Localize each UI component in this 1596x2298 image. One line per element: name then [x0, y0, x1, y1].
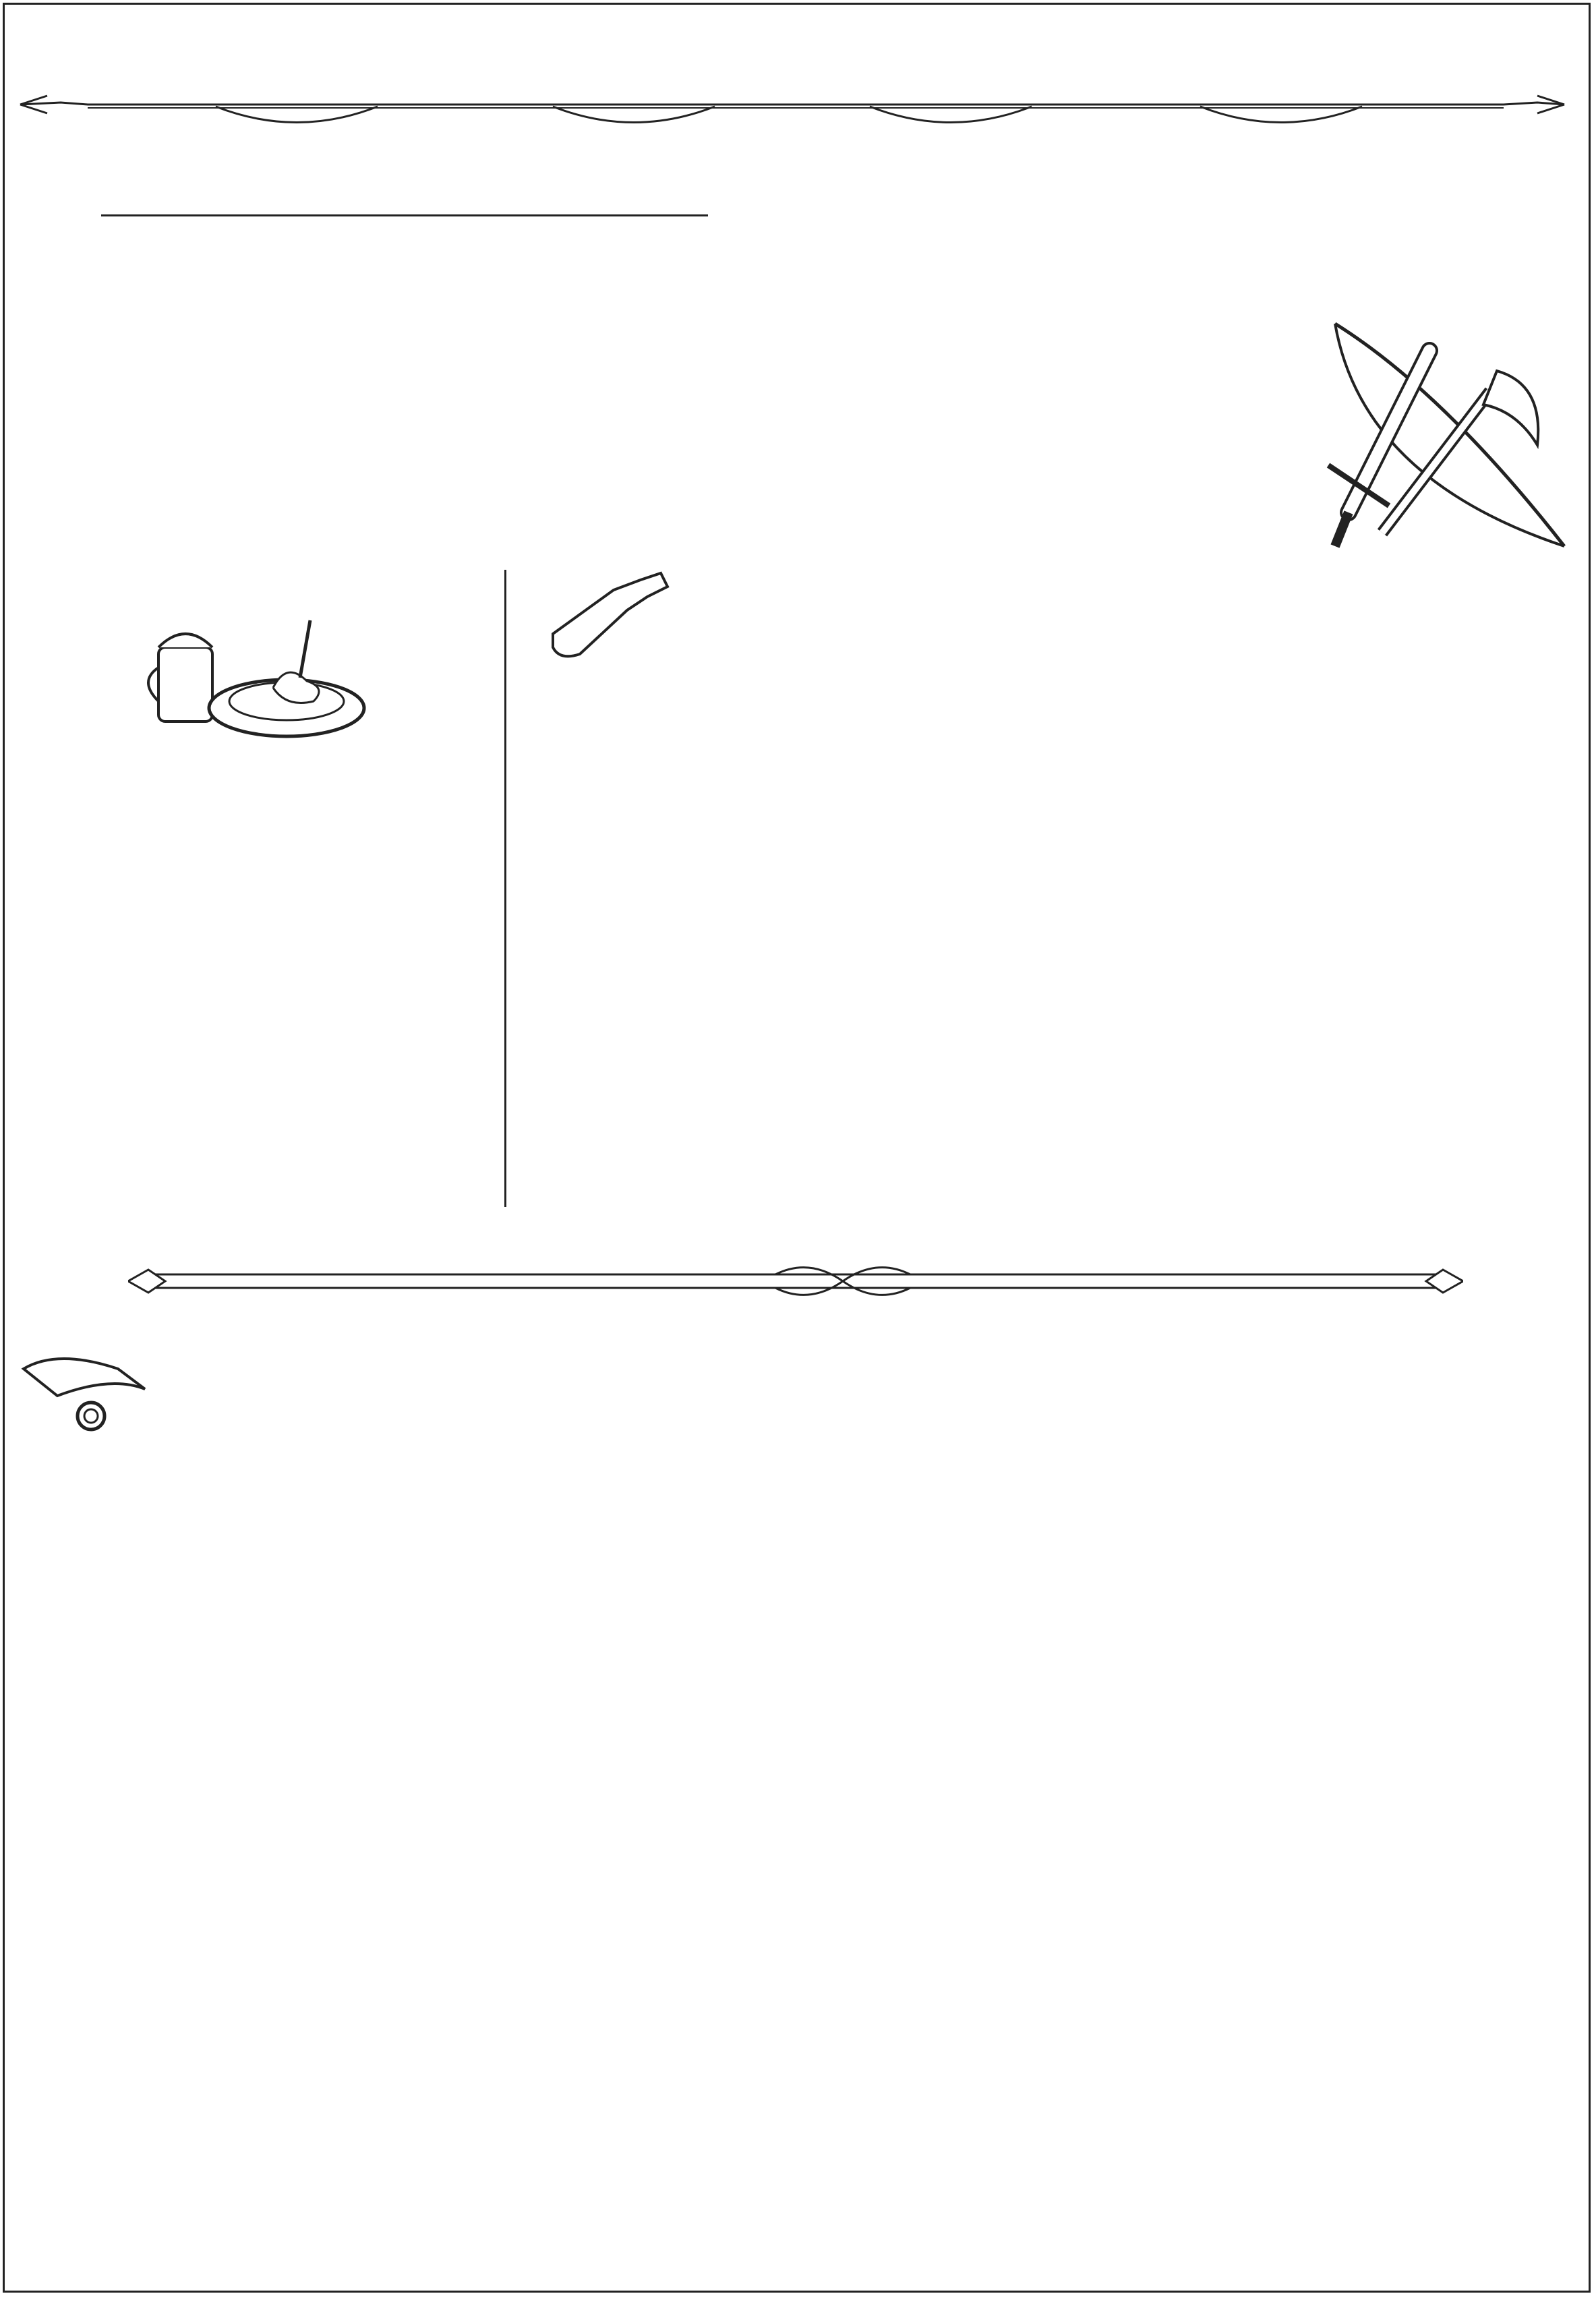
- fleches-heading: [16, 275, 28, 314]
- potion-bottle-illustration: [539, 570, 674, 664]
- poisons-heading: [641, 947, 653, 986]
- scroll-ring-illustration: [17, 1349, 158, 1436]
- objets-heading: [162, 1389, 174, 1428]
- food-illustration: [138, 607, 367, 742]
- bow-divider-illustration: [13, 88, 1571, 148]
- nom-field[interactable]: [101, 214, 708, 216]
- weapons-illustration: [1322, 310, 1571, 560]
- butin-heading: [16, 1932, 28, 1971]
- staff-divider-illustration: [128, 1258, 1463, 1305]
- column-divider: [504, 570, 506, 1207]
